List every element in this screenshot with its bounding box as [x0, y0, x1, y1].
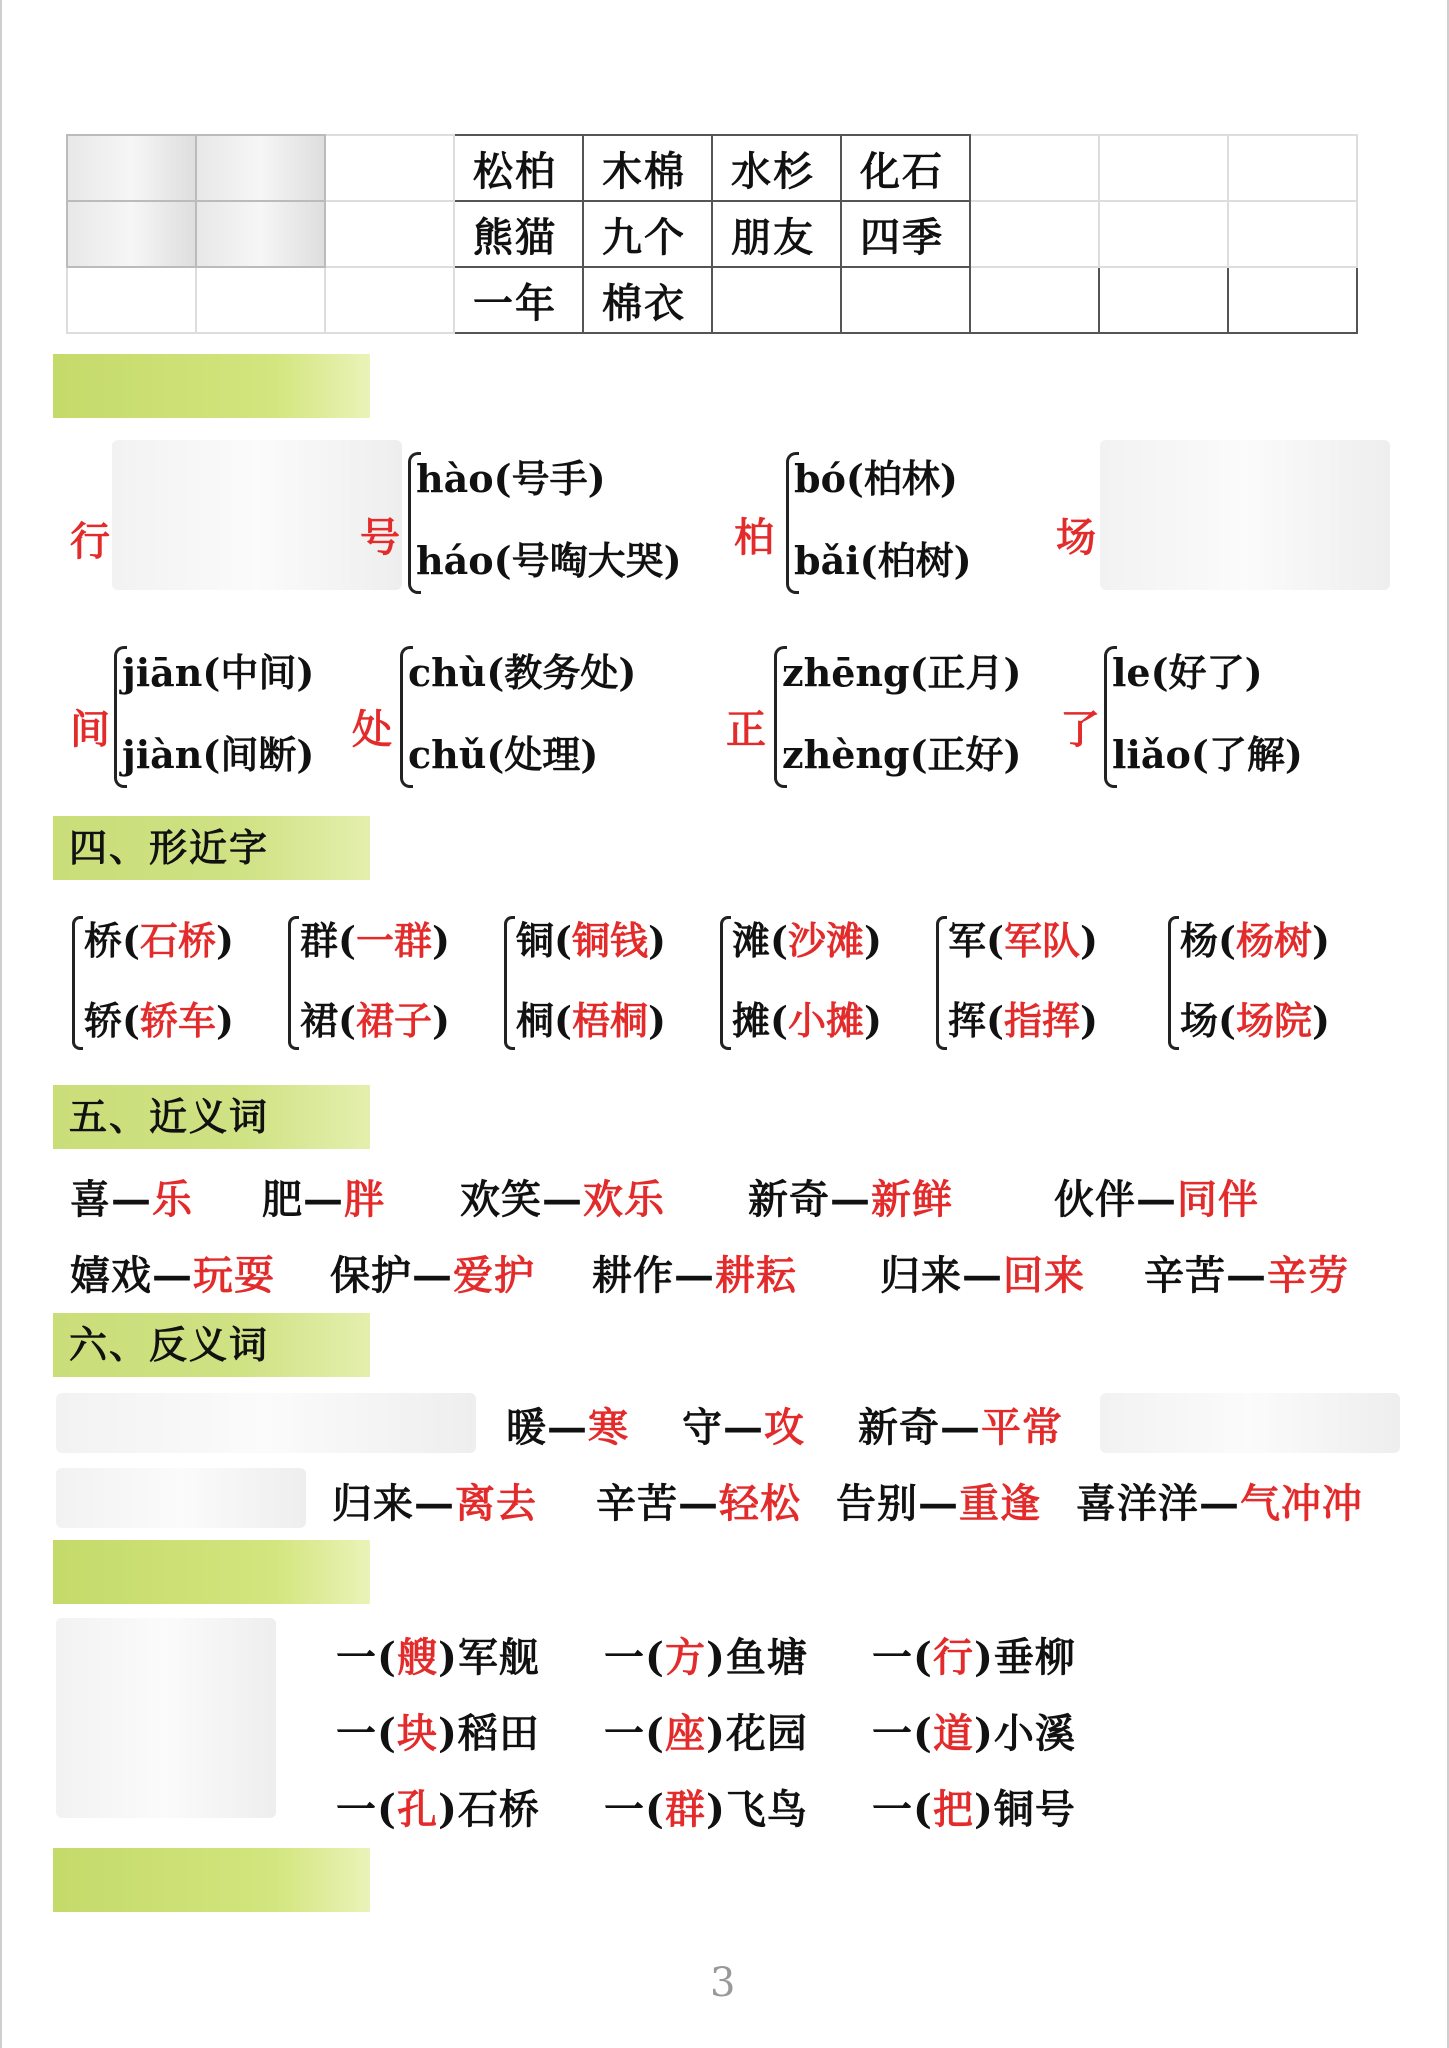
paren: )	[1312, 918, 1330, 963]
similar-pair	[504, 910, 719, 1050]
word-cell: 一年	[454, 267, 583, 333]
paren: (	[377, 1710, 397, 1757]
blurred-region	[56, 1393, 476, 1453]
polyphone-char: 了	[1060, 707, 1100, 753]
pinyin-line: jiàn(间断)	[122, 732, 315, 777]
base-char: 桥	[84, 918, 123, 963]
word-cell: 化石	[841, 135, 970, 201]
word: 一	[604, 1786, 645, 1833]
base-char: 滩	[732, 918, 771, 963]
blurred-cell	[970, 135, 1099, 201]
similar-pair	[72, 910, 287, 1050]
answer-word: 梧桐	[572, 998, 649, 1043]
pinyin-line: chù(教务处)	[408, 650, 637, 695]
word: 飞鸟	[725, 1786, 808, 1833]
polyphone-char: 间	[70, 707, 110, 753]
similar-pair	[936, 910, 1151, 1050]
paren: )	[705, 1634, 726, 1681]
section-header: 四、形近字	[53, 816, 370, 880]
antonym-pair	[1076, 1472, 1363, 1529]
answer-word: 把	[932, 1786, 974, 1833]
synonym-pair	[1144, 1244, 1349, 1301]
paren: (	[913, 1786, 933, 1833]
word: 喜	[70, 1176, 111, 1223]
base-char: 裙	[300, 998, 339, 1043]
word-cell	[841, 267, 970, 333]
paren: )	[216, 998, 234, 1043]
blurred-cell	[325, 201, 454, 267]
answer-word: 辛劳	[1267, 1252, 1349, 1299]
measure-phrase	[604, 1778, 808, 1835]
blurred-cell	[970, 201, 1099, 267]
antonym-pair	[332, 1472, 537, 1529]
paren: )	[432, 918, 450, 963]
blurred-cell	[325, 135, 454, 201]
measure-phrase	[872, 1702, 1076, 1759]
dash: —	[547, 1404, 588, 1451]
base-char: 铜	[516, 918, 555, 963]
dash: —	[412, 1252, 453, 1299]
dash: —	[542, 1176, 583, 1223]
word-table	[66, 134, 1358, 334]
page-edge-left	[0, 0, 2, 2048]
blurred-section-header	[53, 354, 370, 418]
polyphone-char: 号	[360, 515, 400, 561]
dash: —	[1199, 1480, 1240, 1527]
paren: )	[705, 1710, 726, 1757]
blurred-section-header	[53, 1848, 370, 1912]
word: 小溪	[993, 1710, 1076, 1757]
pinyin-line: liǎo(了解)	[1112, 732, 1303, 777]
dash: —	[303, 1176, 344, 1223]
synonym-pair	[70, 1244, 275, 1301]
blurred-cell	[1228, 135, 1357, 201]
paren: (	[554, 918, 572, 963]
paren: )	[973, 1634, 994, 1681]
answer-word: 群	[664, 1786, 706, 1833]
similar-row	[732, 910, 882, 965]
word: 一	[336, 1786, 377, 1833]
answer-word: 攻	[764, 1404, 805, 1451]
dash: —	[678, 1480, 719, 1527]
similar-row	[300, 910, 450, 965]
paren: (	[1218, 998, 1236, 1043]
answer-word: 新鲜	[871, 1176, 953, 1223]
dash: —	[1226, 1252, 1267, 1299]
similar-row	[948, 990, 1098, 1045]
word-cell: 九个	[583, 201, 712, 267]
answer-word: 一群	[356, 918, 433, 963]
pinyin-line: jiān(中间)	[122, 650, 315, 695]
page-number: 3	[710, 1960, 736, 2006]
blurred-region	[56, 1618, 276, 1818]
answer-word: 行	[932, 1634, 974, 1681]
blurred-cell	[196, 201, 325, 267]
section-header: 六、反义词	[53, 1313, 370, 1377]
word: 归来	[332, 1480, 414, 1527]
word-cell: 四季	[841, 201, 970, 267]
polyphone-char: 柏	[734, 515, 774, 561]
polyphone-char: 处	[352, 707, 392, 753]
word: 一	[872, 1710, 913, 1757]
answer-word: 玩耍	[193, 1252, 275, 1299]
word-cell: 朋友	[712, 201, 841, 267]
pinyin-line: bǎi(柏树)	[794, 538, 972, 583]
synonym-pair	[262, 1168, 385, 1225]
base-char: 场	[1180, 998, 1219, 1043]
paren: (	[338, 918, 356, 963]
word-cell: 水杉	[712, 135, 841, 201]
polyphone-char: 正	[726, 707, 766, 753]
blurred-cell	[67, 135, 196, 201]
similar-row	[300, 990, 450, 1045]
word-cell	[1099, 267, 1228, 333]
answer-word: 杨树	[1236, 918, 1313, 963]
word: 鱼塘	[725, 1634, 808, 1681]
word-cell	[712, 267, 841, 333]
measure-phrase	[604, 1626, 808, 1683]
measure-phrase	[336, 1778, 540, 1835]
answer-word: 艘	[396, 1634, 438, 1681]
answer-word: 乐	[152, 1176, 193, 1223]
synonym-pair	[330, 1244, 535, 1301]
antonym-pair	[682, 1396, 805, 1453]
blurred-region	[1100, 1393, 1400, 1453]
paren: (	[770, 998, 788, 1043]
answer-word: 孔	[396, 1786, 438, 1833]
word-cell: 熊猫	[454, 201, 583, 267]
dash: —	[723, 1404, 764, 1451]
antonym-pair	[858, 1396, 1063, 1453]
blurred-cell	[325, 267, 454, 333]
paren: (	[913, 1634, 933, 1681]
word: 暖	[506, 1404, 547, 1451]
paren: (	[377, 1786, 397, 1833]
brace	[504, 916, 515, 1050]
word: 一	[872, 1634, 913, 1681]
dash: —	[414, 1480, 455, 1527]
similar-row	[516, 910, 666, 965]
measure-phrase	[604, 1702, 808, 1759]
pinyin-line: háo(号啕大哭)	[416, 538, 682, 583]
word: 一	[604, 1710, 645, 1757]
paren: )	[216, 918, 234, 963]
table-row	[67, 201, 1357, 267]
base-char: 轿	[84, 998, 123, 1043]
dash: —	[940, 1404, 981, 1451]
word: 垂柳	[993, 1634, 1076, 1681]
paren: )	[1080, 918, 1098, 963]
base-char: 桐	[516, 998, 555, 1043]
word: 辛苦	[1144, 1252, 1226, 1299]
paren: (	[986, 998, 1004, 1043]
synonym-pair	[880, 1244, 1085, 1301]
word: 铜号	[993, 1786, 1076, 1833]
answer-word: 指挥	[1004, 998, 1081, 1043]
dash: —	[918, 1480, 959, 1527]
paren: (	[645, 1634, 665, 1681]
answer-word: 同伴	[1177, 1176, 1259, 1223]
blurred-cell	[1228, 201, 1357, 267]
word: 石桥	[457, 1786, 540, 1833]
paren: )	[1080, 998, 1098, 1043]
pinyin-line: le(好了)	[1112, 650, 1263, 695]
blurred-cell	[67, 201, 196, 267]
antonym-pair	[836, 1472, 1041, 1529]
word-cell	[1228, 267, 1357, 333]
brace	[72, 916, 83, 1050]
word: 稻田	[457, 1710, 540, 1757]
answer-word: 回来	[1003, 1252, 1085, 1299]
answer-word: 轿车	[140, 998, 217, 1043]
similar-pair	[1168, 910, 1383, 1050]
paren: (	[338, 998, 356, 1043]
similar-pair	[720, 910, 935, 1050]
paren: )	[705, 1786, 726, 1833]
answer-word: 小摊	[788, 998, 865, 1043]
dash: —	[962, 1252, 1003, 1299]
synonym-pair	[70, 1168, 193, 1225]
word: 军舰	[457, 1634, 540, 1681]
paren: )	[648, 998, 666, 1043]
word: 新奇	[858, 1404, 940, 1451]
blurred-cell	[1099, 201, 1228, 267]
brace	[288, 916, 299, 1050]
dash: —	[152, 1252, 193, 1299]
answer-word: 道	[932, 1710, 974, 1757]
answer-word: 场院	[1236, 998, 1313, 1043]
word: 肥	[262, 1176, 303, 1223]
blurred-cell	[1099, 135, 1228, 201]
word: 一	[872, 1786, 913, 1833]
base-char: 摊	[732, 998, 771, 1043]
paren: (	[770, 918, 788, 963]
word: 归来	[880, 1252, 962, 1299]
word: 喜洋洋	[1076, 1480, 1199, 1527]
answer-word: 沙滩	[788, 918, 865, 963]
paren: )	[973, 1786, 994, 1833]
answer-word: 欢乐	[583, 1176, 665, 1223]
measure-phrase	[336, 1702, 540, 1759]
blurred-cell	[67, 267, 196, 333]
paren: )	[437, 1634, 458, 1681]
answer-word: 爱护	[453, 1252, 535, 1299]
brace	[1168, 916, 1179, 1050]
word: 嬉戏	[70, 1252, 152, 1299]
answer-word: 轻松	[719, 1480, 801, 1527]
word: 伙伴	[1054, 1176, 1136, 1223]
table-row	[67, 267, 1357, 333]
word-cell: 松柏	[454, 135, 583, 201]
brace	[936, 916, 947, 1050]
answer-word: 重逢	[959, 1480, 1041, 1527]
word: 一	[336, 1634, 377, 1681]
polyphone-row	[70, 640, 1430, 790]
measure-phrase	[872, 1626, 1076, 1683]
paren: (	[986, 918, 1004, 963]
word: 一	[604, 1634, 645, 1681]
blurred-region	[1100, 440, 1390, 590]
similar-row	[948, 910, 1098, 965]
blurred-region	[56, 1468, 306, 1528]
polyphone-row	[70, 440, 1430, 600]
brace	[720, 916, 731, 1050]
paren: )	[437, 1786, 458, 1833]
synonym-pair	[460, 1168, 665, 1225]
base-char: 群	[300, 918, 339, 963]
paren: (	[554, 998, 572, 1043]
similar-pair	[288, 910, 503, 1050]
word-cell: 棉衣	[583, 267, 712, 333]
similar-row	[84, 910, 234, 965]
word: 辛苦	[596, 1480, 678, 1527]
base-char: 杨	[1180, 918, 1219, 963]
dash: —	[674, 1252, 715, 1299]
word: 守	[682, 1404, 723, 1451]
answer-word: 胖	[344, 1176, 385, 1223]
similar-row	[1180, 990, 1330, 1045]
paren: )	[437, 1710, 458, 1757]
word: 一	[336, 1710, 377, 1757]
word-cell: 木棉	[583, 135, 712, 201]
dash: —	[1136, 1176, 1177, 1223]
similar-row	[516, 990, 666, 1045]
similar-row	[732, 990, 882, 1045]
synonym-pair	[748, 1168, 953, 1225]
paren: )	[864, 998, 882, 1043]
answer-word: 平常	[981, 1404, 1063, 1451]
answer-word: 裙子	[356, 998, 433, 1043]
paren: (	[645, 1710, 665, 1757]
measure-phrase	[872, 1778, 1076, 1835]
section-header: 五、近义词	[53, 1085, 370, 1149]
answer-word: 块	[396, 1710, 438, 1757]
paren: (	[122, 918, 140, 963]
paren: )	[1312, 998, 1330, 1043]
pinyin-line: bó(柏林)	[794, 456, 958, 501]
antonym-pair	[596, 1472, 801, 1529]
answer-word: 离去	[455, 1480, 537, 1527]
measure-phrase	[336, 1626, 540, 1683]
blurred-cell	[196, 267, 325, 333]
pinyin-line: zhèng(正好)	[782, 732, 1022, 777]
pinyin-line: chǔ(处理)	[408, 732, 599, 777]
antonym-pair	[506, 1396, 629, 1453]
blurred-region	[112, 440, 402, 590]
dash: —	[111, 1176, 152, 1223]
dash: —	[830, 1176, 871, 1223]
similar-row	[1180, 910, 1330, 965]
synonym-pair	[1054, 1168, 1259, 1225]
paren: )	[973, 1710, 994, 1757]
synonym-pair	[592, 1244, 797, 1301]
base-char: 军	[948, 918, 987, 963]
word: 保护	[330, 1252, 412, 1299]
answer-word: 军队	[1004, 918, 1081, 963]
word-cell	[970, 267, 1099, 333]
paren: )	[648, 918, 666, 963]
paren: (	[377, 1634, 397, 1681]
paren: (	[913, 1710, 933, 1757]
pinyin-line: hào(号手)	[416, 456, 606, 501]
answer-word: 寒	[588, 1404, 629, 1451]
polyphone-char: 场	[1056, 515, 1096, 561]
table-row	[67, 135, 1357, 201]
word: 欢笑	[460, 1176, 542, 1223]
polyphone-char: 行	[70, 519, 110, 565]
pinyin-line: zhēng(正月)	[782, 650, 1022, 695]
paren: )	[864, 918, 882, 963]
word: 告别	[836, 1480, 918, 1527]
word: 新奇	[748, 1176, 830, 1223]
word: 耕作	[592, 1252, 674, 1299]
answer-word: 耕耘	[715, 1252, 797, 1299]
base-char: 挥	[948, 998, 987, 1043]
blurred-cell	[196, 135, 325, 201]
blurred-section-header	[53, 1540, 370, 1604]
answer-word: 石桥	[140, 918, 217, 963]
answer-word: 方	[664, 1634, 706, 1681]
similar-row	[84, 990, 234, 1045]
paren: )	[432, 998, 450, 1043]
paren: (	[1218, 918, 1236, 963]
answer-word: 气冲冲	[1240, 1480, 1363, 1527]
answer-word: 铜钱	[572, 918, 649, 963]
paren: (	[645, 1786, 665, 1833]
paren: (	[122, 998, 140, 1043]
answer-word: 座	[664, 1710, 706, 1757]
word: 花园	[725, 1710, 808, 1757]
